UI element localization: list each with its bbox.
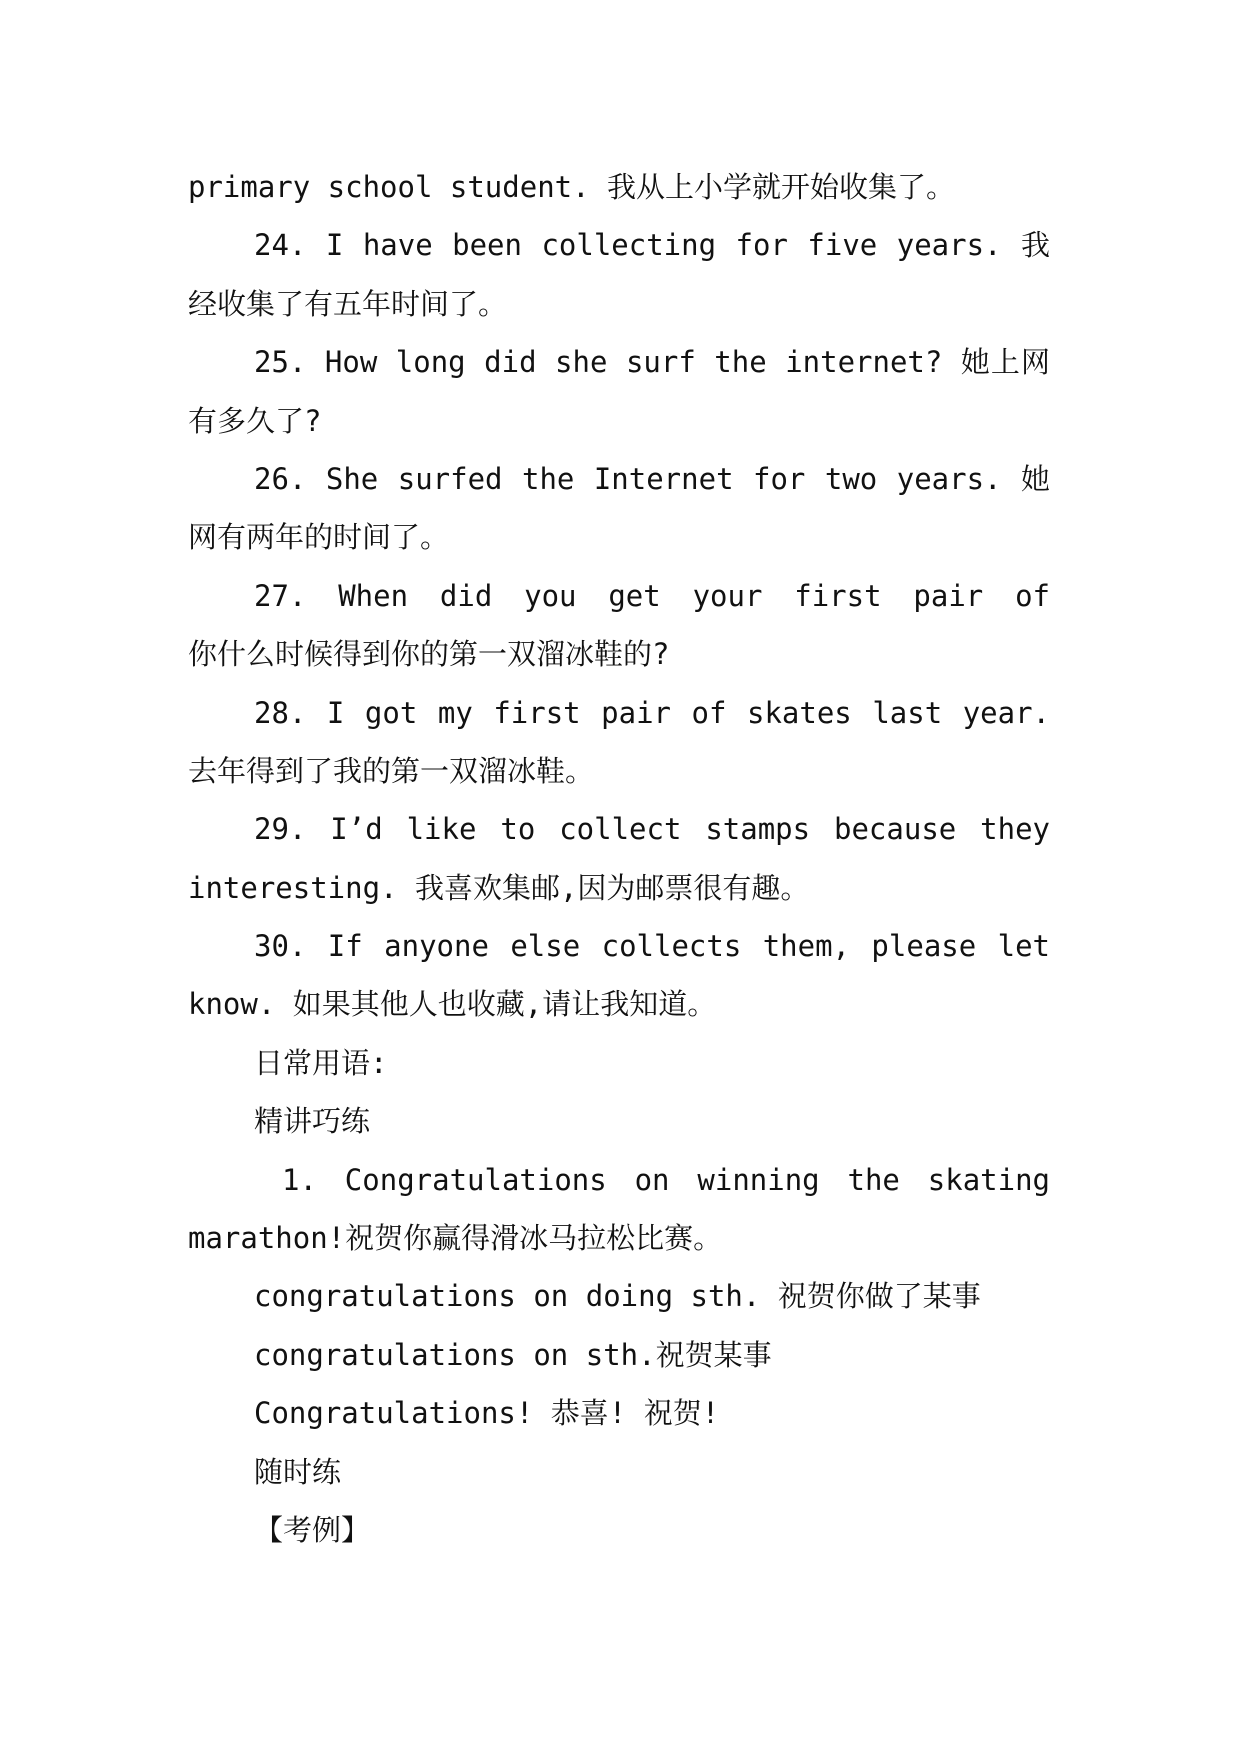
sentence-28: 28. I got my first pair of skates last year. — [254, 695, 1050, 730]
text-line: 网有两年的时间了。 — [188, 520, 450, 555]
text-line: interesting. 我喜欢集邮,因为邮票很有趣。 — [188, 870, 810, 905]
text-line: know. 如果其他人也收藏,请让我知道。 — [188, 987, 717, 1022]
text-line: 你什么时候得到你的第一双溜冰鞋的? — [188, 637, 670, 672]
sentence-26: 26. She surfed the Internet for two years. 她 — [254, 461, 1050, 496]
document-body — [188, 158, 1050, 1559]
text-line: primary school student. 我从上小学就开始收集了。 — [188, 170, 956, 204]
phrase-item-1: 1. Congratulations on winning the skating — [282, 1162, 1050, 1197]
section-heading-exercise: 随时练 — [254, 1454, 342, 1489]
text-line: marathon!祝贺你赢得滑冰马拉松比赛。 — [188, 1221, 723, 1256]
text-line: 有多久了? — [188, 403, 322, 438]
text-line: 去年得到了我的第一双溜冰鞋。 — [188, 753, 595, 788]
phrase-usage: congratulations on sth.祝贺某事 — [254, 1337, 772, 1372]
section-heading-daily-phrases: 日常用语: — [254, 1045, 388, 1080]
section-heading-example: 【考例】 — [254, 1512, 371, 1547]
phrase-usage: congratulations on doing sth. 祝贺你做了某事 — [254, 1279, 981, 1314]
sentence-24: 24. I have been collecting for five years. 我 — [254, 228, 1050, 263]
text-line: 经收集了有五年时间了。 — [188, 286, 508, 321]
sentence-29: 29. I’d like to collect stamps because they — [254, 812, 1050, 847]
phrase-usage: Congratulations! 恭喜! 祝贺! — [254, 1396, 720, 1431]
section-heading-practice: 精讲巧练 — [254, 1104, 371, 1139]
sentence-27: 27. When did you get your first pair of — [254, 578, 1050, 613]
sentence-30: 30. If anyone else collects them, please let — [254, 929, 1050, 964]
sentence-25: 25. How long did she surf the internet? 她上网 — [254, 345, 1050, 380]
